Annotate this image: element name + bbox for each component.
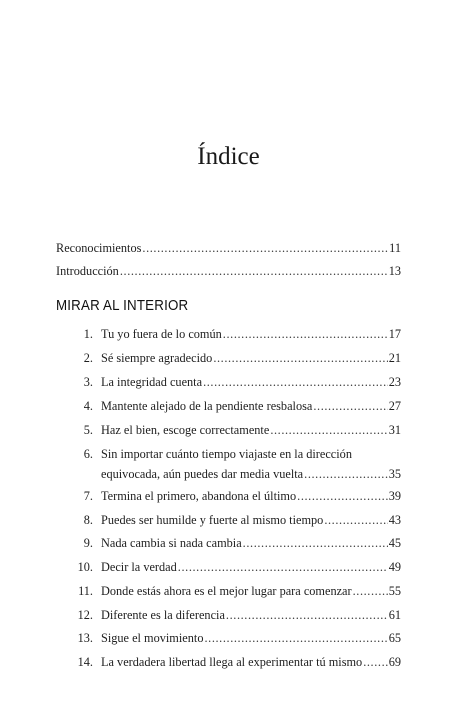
toc-leader-dots (213, 350, 387, 366)
page-title: Índice (197, 143, 260, 170)
chapter-page: 35 (388, 467, 401, 481)
chapter-title: Tu yo fuera de lo común (101, 327, 222, 341)
chapter-title: Puedes ser humilde y fuerte al mismo tiempo (101, 513, 324, 527)
toc-leader-dots (203, 374, 388, 390)
chapter-number: 7. (83, 489, 93, 503)
chapter-title: Donde estás ahora es el mejor lugar para comenzar (101, 584, 352, 598)
chapter-title-line1: Sin importar cuánto tiempo viajaste en la dirección (101, 447, 352, 461)
chapter-page: 21 (388, 351, 401, 365)
chapter-number: 8. (83, 513, 93, 527)
chapter-page: 17 (388, 327, 401, 341)
section-heading: MIRAR AL INTERIOR (56, 298, 189, 314)
toc-leader-dots (120, 263, 388, 279)
toc-leader-dots (353, 583, 388, 599)
chapter-title-line2: equivocada, aún puedes dar media vuelta (101, 467, 304, 481)
chapter-page: 23 (388, 375, 401, 389)
chapter-page: 65 (388, 631, 401, 645)
chapter-page: 55 (388, 584, 401, 598)
toc-leader-dots (204, 630, 387, 646)
chapter-number: 11. (78, 584, 93, 598)
toc-leader-dots (363, 654, 388, 670)
chapter-number: 6. (83, 447, 93, 461)
chapter-title: Mantente alejado de la pendiente resbalosa (101, 399, 313, 413)
toc-leader-dots (243, 535, 388, 551)
chapter-title: Sé siempre agradecido (101, 351, 213, 365)
chapter-number: 14. (77, 655, 93, 669)
chapter-number: 9. (83, 536, 93, 550)
chapter-number: 1. (83, 327, 93, 341)
chapter-number: 10. (77, 560, 93, 574)
toc-entry-page: 13 (388, 264, 401, 278)
chapter-page: 31 (388, 423, 401, 437)
toc-entry-page: 11 (389, 241, 401, 255)
chapter-title: Decir la verdad (101, 560, 177, 574)
chapter-page: 27 (388, 399, 401, 413)
chapter-title: La verdadera libertad llega al experimentar tú mismo (101, 655, 363, 669)
chapter-page: 61 (388, 608, 401, 622)
chapter-number: 4. (83, 399, 93, 413)
chapter-number: 5. (83, 423, 93, 437)
toc-entry-introduccion[interactable] (56, 263, 401, 279)
toc-leader-dots (313, 398, 387, 414)
chapter-page: 43 (388, 513, 401, 527)
chapter-title: Sigue el movimiento (101, 631, 204, 645)
toc-leader-dots (270, 422, 387, 438)
chapter-number: 12. (77, 608, 93, 622)
toc-entry-title: Reconocimientos (56, 241, 142, 255)
chapter-title: Termina el primero, abandona el último (101, 489, 297, 503)
chapter-number: 3. (83, 375, 93, 389)
toc-leader-dots (304, 466, 388, 482)
chapter-title: La integridad cuenta (101, 375, 203, 389)
toc-entry-reconocimientos[interactable] (56, 240, 401, 256)
chapter-page: 69 (388, 655, 401, 669)
chapter-number: 13. (77, 631, 93, 645)
toc-leader-dots (178, 559, 388, 575)
chapter-page: 45 (388, 536, 401, 550)
toc-entry-title: Introducción (56, 264, 119, 278)
chapter-title: Nada cambia si nada cambia (101, 536, 242, 550)
toc-leader-dots (223, 326, 388, 342)
toc-leader-dots (142, 240, 388, 256)
toc-leader-dots (324, 512, 387, 528)
toc-leader-dots (226, 607, 388, 623)
chapter-page: 39 (388, 489, 401, 503)
chapter-number: 2. (83, 351, 93, 365)
toc-leader-dots (297, 488, 388, 504)
chapter-title: Diferente es la diferencia (101, 608, 225, 622)
chapter-title: Haz el bien, escoge correctamente (101, 423, 270, 437)
chapter-page: 49 (388, 560, 401, 574)
